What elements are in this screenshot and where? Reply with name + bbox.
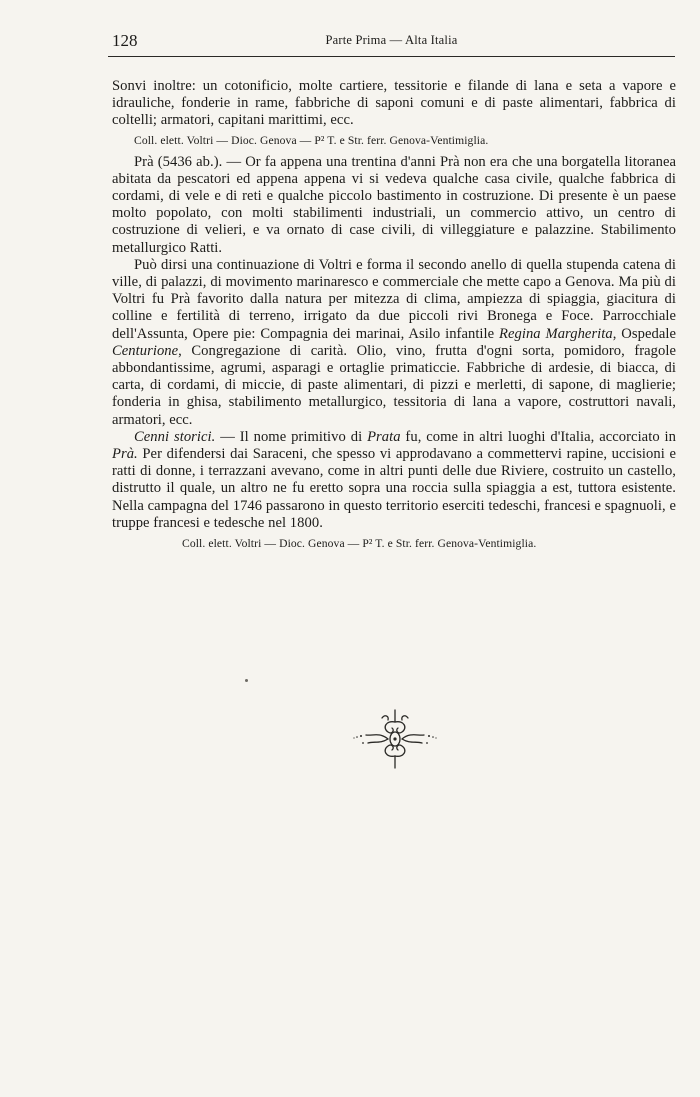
header-rule	[108, 56, 675, 57]
reference-note: Coll. elett. Voltri — Dioc. Genova — P² T. e Str. ferr. Genova-Ventimiglia.	[134, 133, 489, 147]
reference-note: Coll. elett. Voltri — Dioc. Genova — P² T. e Str. ferr. Genova-Ventimiglia.	[182, 537, 537, 551]
page-header	[108, 29, 675, 55]
paragraph-pra-text: — Or fa appena una trentina d'anni Prà non era che una borgatella litoranea abitata da pescatori ed appena appena vi si vedeva qualche casa civile, qualche fabbrica di cordami, di vele e di reti e qualche piccolo bastimento in costruzione. Di presente è un paese molto popolato, con molti stabilimenti industriali, un commercio attivo, un centro di costruzione di velieri, e va ornato di case civili, di villeggiature e palazzine. Stabilimento metallurgico Ratti.	[112, 153, 677, 256]
text-run: — Il nome primitivo di	[215, 428, 368, 445]
italic-name: Centurione	[112, 342, 179, 359]
paragraph-industries: Sonvi inoltre: un cotonificio, molte cartiere, tessitorie e filande di lana e seta a vapore e idrauliche, fonderie in rame, fabbriche di saponi comuni e di paste alimentari, fabbrica di coltelli; armatori, capitani marittimi, ecc.	[112, 78, 676, 129]
entry-heading: Prà (5436 ab.).	[134, 153, 223, 170]
text-run: Può dirsi una continuazione di Voltri e forma il secondo anello di quella stupenda catena di ville, di palazzi, di movimento marinaresco e commerciale che mette capo a Genova. Ma più di Voltri fu Prà favorito dalla natura per mitezza di clima, ampiezza di spiaggia, giacitura di colline e fertilità di terreno, irrigato da due piccoli rivi Bronega e Foce. Parrocchiale dell'Assunta, Opere pie: Compagnia dei marinai, Asilo infantile	[112, 256, 676, 342]
italic-name: Prata	[367, 428, 401, 445]
italic-name: Regina Margherita	[499, 325, 613, 342]
paragraph-pra	[112, 154, 676, 257]
running-title: Parte Prima — Alta Italia	[325, 33, 458, 47]
floral-tailpiece-icon	[352, 708, 438, 770]
text-run: Per difendersi dai Saraceni, che spesso vi approdavano a commettervi rapine, uccisioni e ratti di donne, i terrazzani avevano, come in altri punti delle due Riviere, costruito un castello, distrutto il quale, un altro ne fu eretto sopra una roccia sulla spiaggia a est, tuttora esistente. Nella campagna del 1746 passarono in questo territorio eserciti tedeschi, francesi e spagnuoli, e truppe francesi e tedesche nel 1800.	[112, 446, 676, 531]
page-body	[112, 78, 676, 557]
text-run: , Ospedale	[612, 325, 676, 342]
section-label: Cenni storici.	[134, 428, 216, 445]
italic-name: Prà.	[112, 446, 138, 463]
ink-speck	[245, 679, 248, 682]
paragraph-continuation	[112, 257, 676, 429]
paragraph-history	[112, 429, 676, 532]
page-number: 128	[112, 31, 138, 50]
text-run: fu, come in altri luoghi d'Italia, accorciato in	[400, 428, 676, 445]
text-run: , Congregazione di carità. Olio, vino, frutta d'ogni sorta, pomidoro, fragole abbondantissime, agrumi, asparagi e ortaglie primaticcie. Fabbriche di ardesie, di biacca, di carta, di cordami, di miccie, di paste alimentari, di pizzi e merletti, di sapone, di maglierie; fonderia in ghisa, stabilimento metallurgico, tessitoria di lana a vapore, costruttori navali, armatori, ecc.	[112, 342, 676, 428]
